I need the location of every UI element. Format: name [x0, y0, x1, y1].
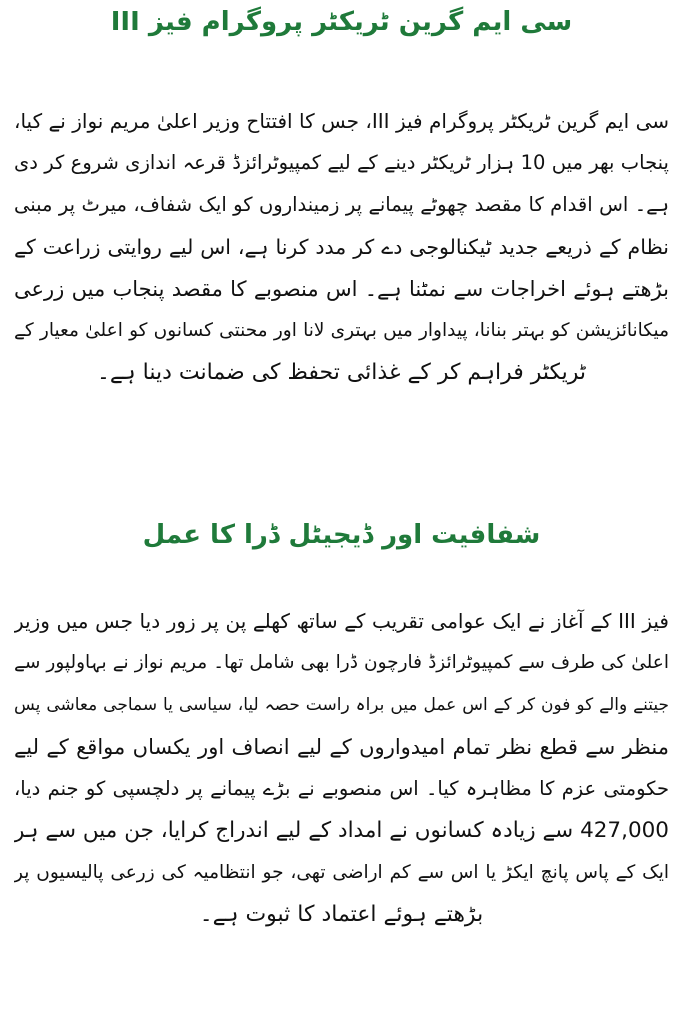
paragraph-line: 427,000 سے زیادہ کسانوں نے امداد کے لیے اندراج کرایا، جن میں سے ہر: [14, 818, 669, 843]
paragraph-program-intro: [14, 100, 669, 394]
paragraph-line: فیز III کے آغاز نے ایک عوامی تقریب کے ساتھ کھلے پن پر زور دیا جس میں وزیر: [14, 609, 669, 633]
section-heading-green-tractor-program: سی ایم گرین ٹریکٹر پروگرام فیز III: [110, 7, 573, 37]
paragraph-line: جیتنے والے کو فون کر کے اس عمل میں براہ راست حصہ لیا، سیاسی یا سماجی معاشی پس: [14, 695, 669, 715]
paragraph-line: پنجاب بھر میں 10 ہزار ٹریکٹر دینے کے لیے کمپیوٹرائزڈ قرعہ اندازی شروع کر دی: [14, 151, 669, 174]
paragraph-line: بڑھتے ہوئے اعتماد کا ثبوت ہے۔: [199, 902, 484, 927]
paragraph-line: ایک کے پاس پانچ ایکڑ یا اس سے کم اراضی تھی، جو انتظامیہ کی زرعی پالیسیوں پر: [14, 862, 669, 883]
section-heading-transparency-digital-draw: شفافیت اور ڈیجیٹل ڈرا کا عمل: [142, 520, 541, 550]
paragraph-line: حکومتی عزم کا مظاہرہ کیا۔ اس منصوبے نے بڑے پیمانے پر دلچسپی کو جنم دیا،: [14, 777, 669, 800]
paragraph-line: میکانائزیشن کو بہتر بنانا، پیداوار میں بہتری لانا اور محنتی کسانوں کو اعلیٰ معیار کے: [14, 320, 669, 341]
paragraph-line: ہے۔ اس اقدام کا مقصد چھوٹے پیمانے پر زمینداروں کو ایک شفاف، میرٹ پر مبنی: [14, 193, 669, 216]
paragraph-line: سی ایم گرین ٹریکٹر پروگرام فیز III، جس کا افتتاح وزیر اعلیٰ مریم نواز نے کیا،: [14, 109, 669, 133]
paragraph-line: ٹریکٹر فراہم کر کے غذائی تحفظ کی ضمانت دینا ہے۔: [96, 360, 587, 385]
paragraph-line: بڑھتے ہوئے اخراجات سے نمٹنا ہے۔ اس منصوبے کا مقصد پنجاب میں زرعی: [14, 277, 669, 301]
paragraph-line: اعلیٰ کی طرف سے کمپیوٹرائزڈ فارچون ڈرا بھی شامل تھا۔ مریم نواز نے بہاولپور سے: [14, 652, 669, 673]
paragraph-line: نظام کے ذریعے جدید ٹیکنالوجی دے کر مدد کرنا ہے، اس لیے روایتی زراعت کے: [14, 235, 669, 259]
paragraph-line: منظر سے قطع نظر تمام امیدواروں کے لیے انصاف اور یکساں مواقع کے لیے: [14, 735, 669, 759]
paragraph-digital-draw: [14, 600, 669, 936]
